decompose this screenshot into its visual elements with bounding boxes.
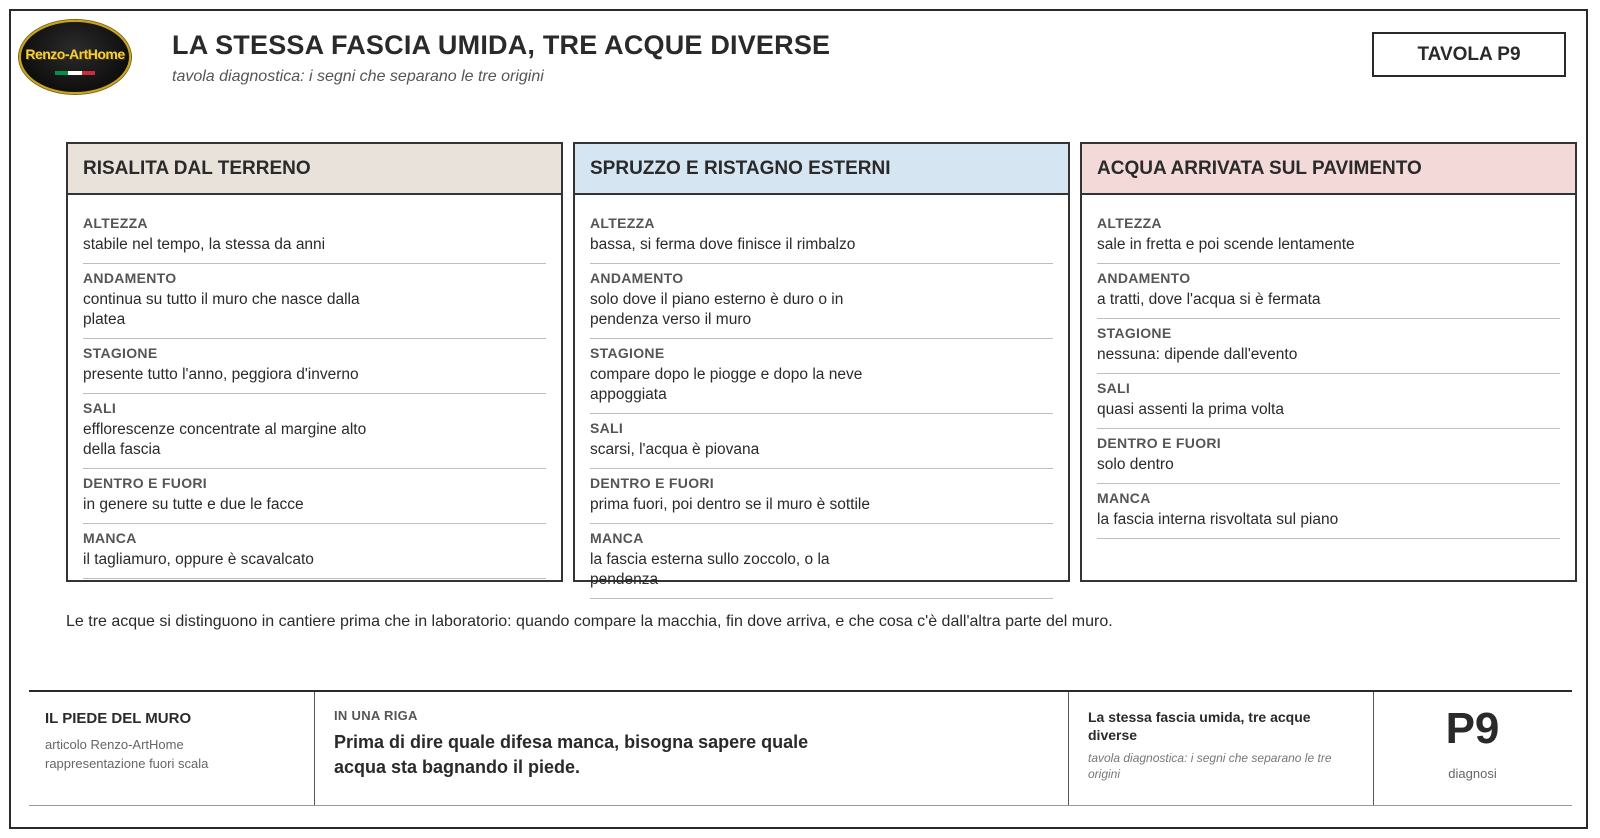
- row-text: sale in fretta e poi scende lentamente: [1097, 236, 1355, 253]
- row-text: prima fuori, poi dentro se il muro è sottile: [590, 496, 870, 513]
- row-label: SALI: [590, 420, 624, 436]
- row-label: DENTRO E FUORI: [83, 475, 207, 491]
- series-line: articolo Renzo-ArtHome: [45, 737, 184, 752]
- row-text: in genere su tutte e due le facce: [83, 496, 304, 513]
- row-text: il tagliamuro, oppure è scavalcato: [83, 551, 314, 568]
- sheet-code: P9: [1445, 704, 1500, 753]
- row-text: stabile nel tempo, la stessa da anni: [83, 236, 326, 253]
- list-item: [83, 524, 546, 579]
- row-label: DENTRO E FUORI: [1097, 435, 1221, 451]
- list-item: [590, 524, 1053, 599]
- row-label: SALI: [1097, 380, 1131, 396]
- row-label: STAGIONE: [590, 345, 665, 361]
- summary-note: Le tre acque si distinguono in cantiere prima che in laboratorio: quando compare la macchia, fin dove arriva, e che cosa c'è dall'altra parte del muro.: [66, 613, 1113, 630]
- row-text: continua su tutto il muro che nasce dalla platea: [83, 291, 360, 328]
- row-text: presente tutto l'anno, peggiora d'inverno: [83, 366, 359, 383]
- row-text: compare dopo le piogge e dopo la neve appoggiata: [590, 366, 863, 403]
- sheet-code-cell: [1373, 692, 1572, 805]
- column-pavimento: [1080, 142, 1577, 582]
- sheet-subtitle: tavola diagnostica: i segni che separano le tre origini: [1088, 751, 1332, 781]
- row-text: nessuna: dipende dall'evento: [1097, 346, 1298, 363]
- row-label: MANCA: [83, 530, 137, 546]
- list-item: [1097, 429, 1560, 484]
- list-item: [590, 264, 1053, 339]
- oneline-label: IN UNA RIGA: [334, 708, 418, 723]
- list-item: [590, 414, 1053, 469]
- oneline-text: Prima di dire quale difesa manca, bisogna sapere quale acqua sta bagnando il piede.: [334, 732, 809, 777]
- row-label: MANCA: [590, 530, 644, 546]
- row-label: ALTEZZA: [590, 215, 655, 231]
- list-item: [1097, 374, 1560, 429]
- list-item: [83, 339, 546, 394]
- column-spruzzo: [573, 142, 1070, 588]
- row-label: ALTEZZA: [1097, 215, 1162, 231]
- row-label: SALI: [83, 400, 117, 416]
- row-text: a tratti, dove l'acqua si è fermata: [1097, 291, 1321, 308]
- column-risalita: [66, 142, 563, 582]
- series-title: IL PIEDE DEL MURO: [45, 710, 192, 727]
- series-cell: [29, 692, 315, 805]
- row-label: ANDAMENTO: [1097, 270, 1191, 286]
- logo-text: Renzo-ArtHome: [25, 46, 125, 62]
- list-item: [1097, 209, 1560, 264]
- list-item: [83, 394, 546, 469]
- list-item: [1097, 319, 1560, 374]
- row-text: solo dentro: [1097, 456, 1174, 473]
- row-label: ANDAMENTO: [83, 270, 177, 286]
- page-subtitle: tavola diagnostica: i segni che separano le tre origini: [172, 68, 544, 85]
- sheet-code-label: diagnosi: [1448, 766, 1497, 781]
- sheet-title-cell: [1068, 692, 1374, 805]
- row-label: ANDAMENTO: [590, 270, 684, 286]
- oneline-cell: [314, 692, 1069, 805]
- list-item: [590, 339, 1053, 414]
- column-header: ACQUA ARRIVATA SUL PAVIMENTO: [1082, 144, 1575, 195]
- row-text: solo dove il piano esterno è duro o in pendenza verso il muro: [590, 291, 844, 328]
- list-item: [1097, 484, 1560, 539]
- row-label: STAGIONE: [1097, 325, 1172, 341]
- brand-logo: [19, 20, 131, 94]
- row-label: DENTRO E FUORI: [590, 475, 714, 491]
- list-item: [83, 469, 546, 524]
- list-item: [590, 469, 1053, 524]
- list-item: [83, 264, 546, 339]
- list-item: [83, 209, 546, 264]
- series-line: rappresentazione fuori scala: [45, 756, 209, 771]
- title-block: [29, 690, 1572, 806]
- column-header: SPRUZZO E RISTAGNO ESTERNI: [575, 144, 1068, 195]
- page-title: LA STESSA FASCIA UMIDA, TRE ACQUE DIVERSE: [172, 30, 831, 60]
- row-text: quasi assenti la prima volta: [1097, 401, 1284, 418]
- row-text: scarsi, l'acqua è piovana: [590, 441, 760, 458]
- column-header: RISALITA DAL TERRENO: [68, 144, 561, 195]
- row-label: ALTEZZA: [83, 215, 148, 231]
- tavola-badge: TAVOLA P9: [1372, 32, 1566, 77]
- row-text: la fascia esterna sullo zoccolo, o la pendenza: [590, 551, 830, 588]
- italian-flag-stripe: [55, 71, 95, 75]
- row-text: bassa, si ferma dove finisce il rimbalzo: [590, 236, 856, 253]
- list-item: [1097, 264, 1560, 319]
- list-item: [590, 209, 1053, 264]
- row-label: STAGIONE: [83, 345, 158, 361]
- row-label: MANCA: [1097, 490, 1151, 506]
- sheet-title: La stessa fascia umida, tre acque diverse: [1088, 709, 1311, 743]
- row-text: la fascia interna risvoltata sul piano: [1097, 511, 1339, 528]
- row-text: efflorescenze concentrate al margine alto della fascia: [83, 421, 367, 458]
